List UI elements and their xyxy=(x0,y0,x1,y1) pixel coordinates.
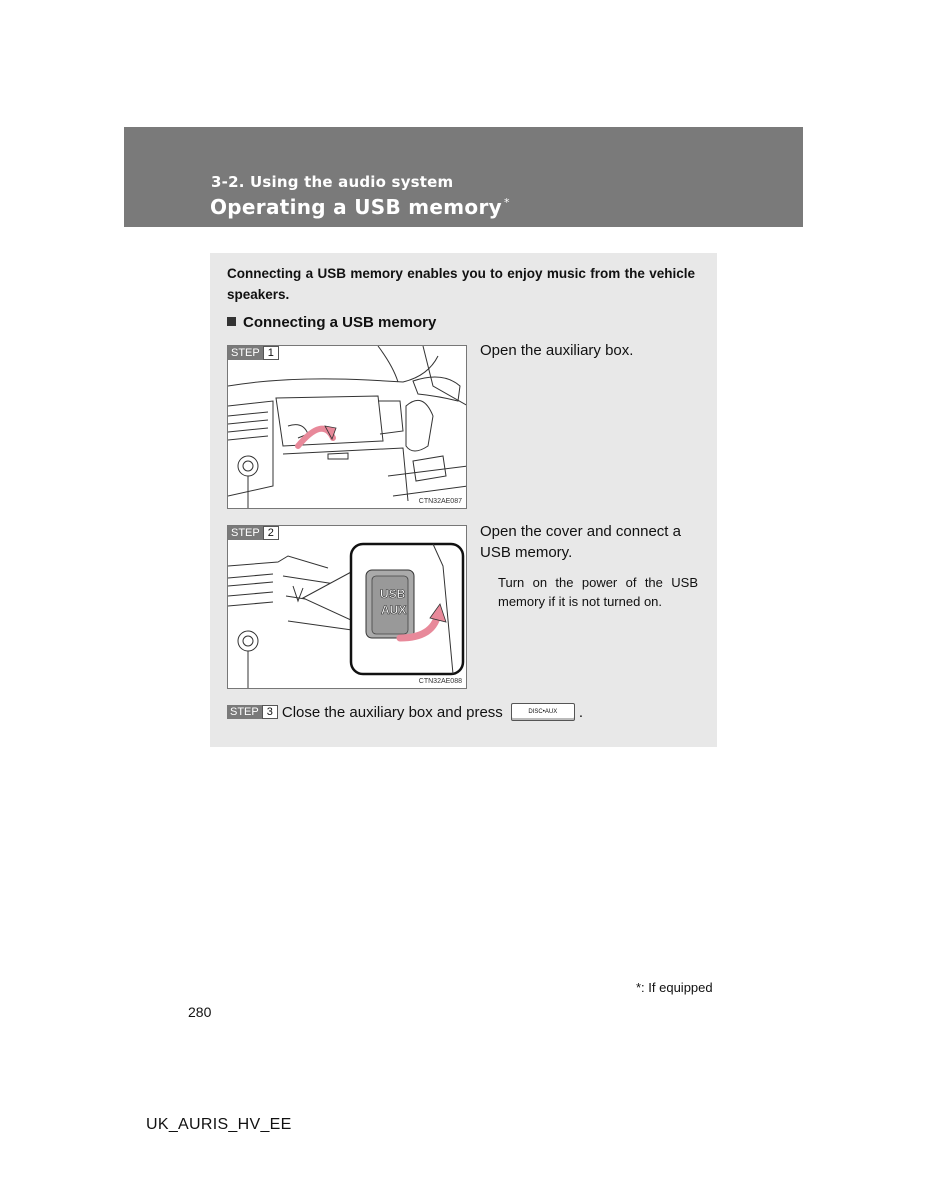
figure-code: CTN32AE087 xyxy=(418,498,462,505)
step-number: 2 xyxy=(263,526,279,540)
step-word: STEP xyxy=(228,526,263,540)
step2-text: Open the cover and connect a USB memory. xyxy=(480,523,681,561)
step2-badge xyxy=(228,526,279,540)
square-bullet-icon xyxy=(227,317,236,326)
usb-port-label: USB xyxy=(380,587,406,601)
dashboard-glovebox-drawing xyxy=(228,346,467,509)
document-code: UK_AURIS_HV_EE xyxy=(146,1116,292,1133)
page-title-text: Operating a USB memory xyxy=(210,195,502,219)
step3-period: . xyxy=(578,703,583,721)
usb-port-drawing xyxy=(228,526,467,689)
footnote: *: If equipped xyxy=(636,980,713,995)
step1-illustration xyxy=(227,345,467,509)
step-number: 1 xyxy=(263,346,279,360)
step3-row xyxy=(227,703,583,721)
page-number: 280 xyxy=(188,1004,212,1020)
step3-badge xyxy=(227,705,278,719)
disc-aux-button-icon: DISC•AUX xyxy=(511,703,575,721)
subheading xyxy=(227,314,436,331)
step2-note: Turn on the power of the USB memory if it is not turned on. xyxy=(498,575,698,609)
content-box xyxy=(210,253,717,747)
step-word: STEP xyxy=(227,705,262,719)
intro-text: Connecting a USB memory enables you to enjoy music from the vehicle speakers. xyxy=(227,266,695,302)
figure-code: CTN32AE088 xyxy=(418,678,462,685)
page-title xyxy=(210,195,510,219)
step2-illustration xyxy=(227,525,467,689)
if-equipped-mark: * xyxy=(503,196,510,210)
step1-text: Open the auxiliary box. xyxy=(480,342,634,359)
section-header xyxy=(124,127,803,227)
aux-port-label: AUX xyxy=(381,603,407,617)
step-word: STEP xyxy=(228,346,263,360)
step-number: 3 xyxy=(262,705,278,719)
subheading-text: Connecting a USB memory xyxy=(243,314,437,331)
step1-badge xyxy=(228,346,279,360)
section-label: 3-2. Using the audio system xyxy=(211,173,454,191)
step3-text: Close the auxiliary box and press xyxy=(281,703,503,721)
